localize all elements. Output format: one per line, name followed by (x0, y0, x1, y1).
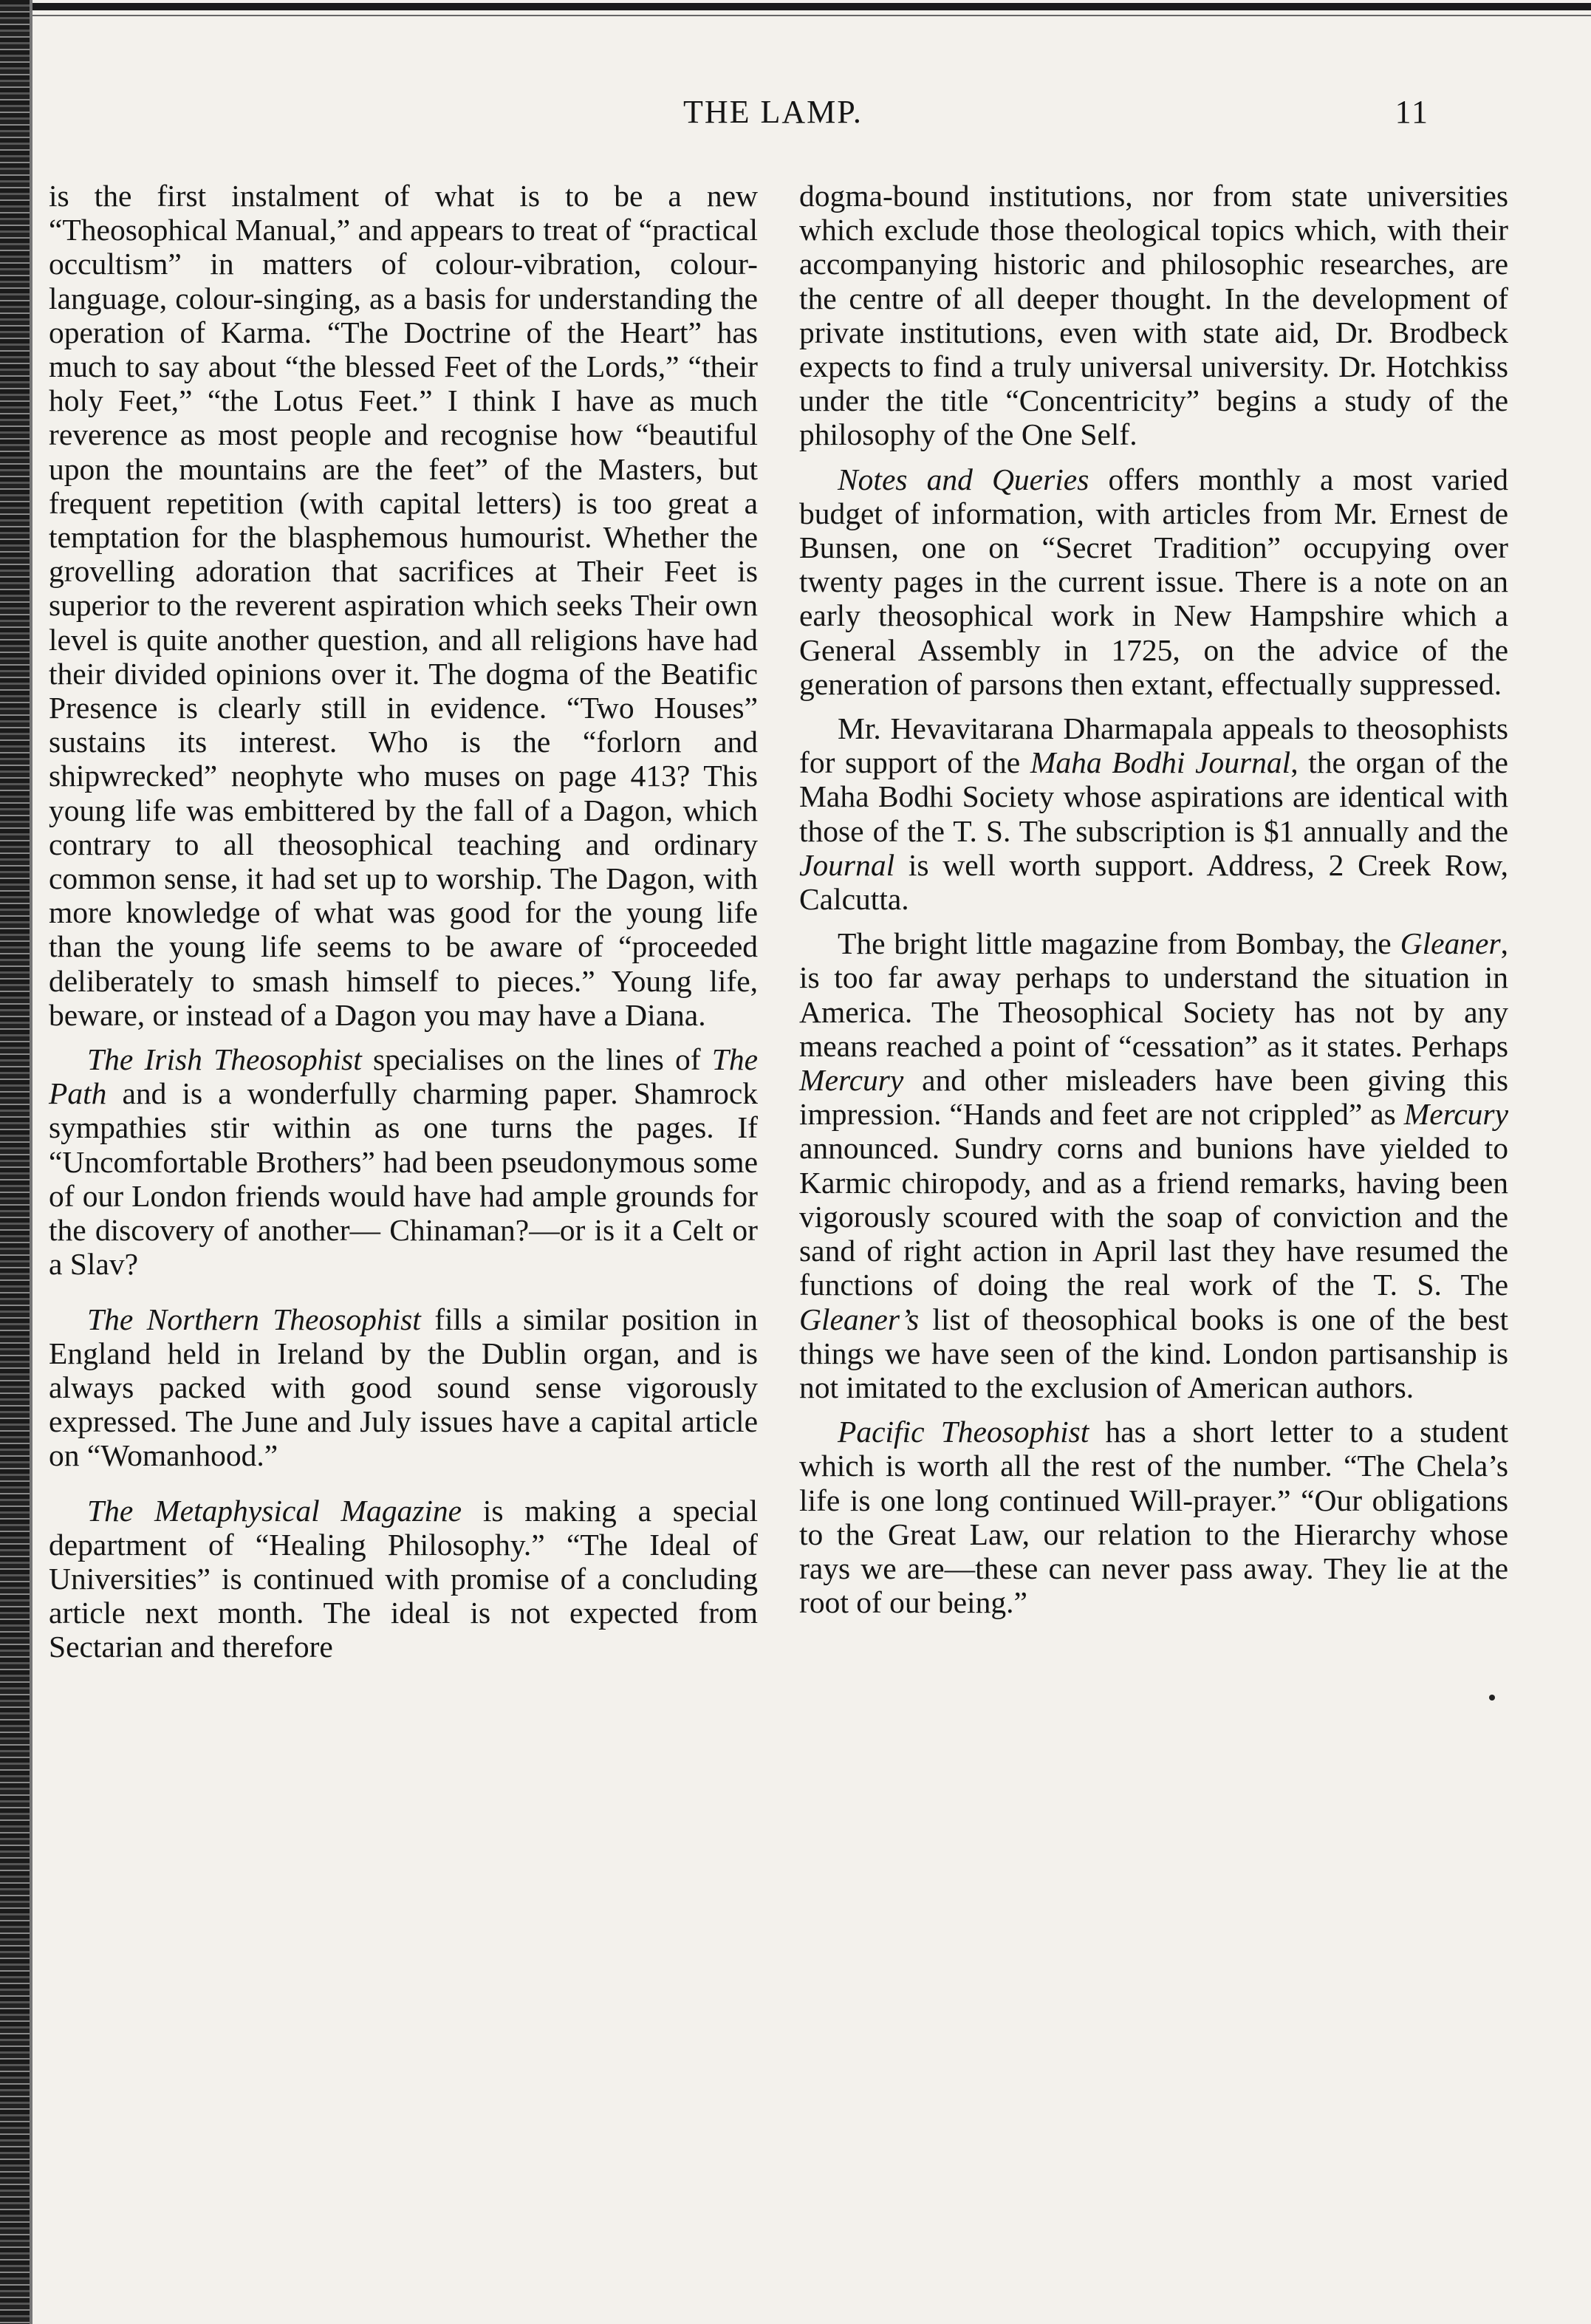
paragraph-irish-theosophist: The Irish Theosophist specialises on the lines of The Path and is a wonderfully charming paper. Shamrock sympathies stir within as one turns the pages. If “Uncomfortable Brothers” had been pseudonymous some of our London friends would have had ample grounds for the discovery of another— Chinaman?—or is it a Celt or a Slav? (49, 1042, 758, 1282)
paragraph-continued: is the first instalment of what is to be a new “Theosophical Manual,” and appears to treat of “practical occultism” in matters of colour-vibration, colour-language, colour-singing, as a basis for understanding the operation of Karma. “The Doctrine of the Heart” has much to say about “the blessed Feet of the Lords,” “their holy Feet,” “the Lotus Feet.” I think I have as much reverence as most people and recognise how “beautiful upon the mountains are the feet” of the Masters, but frequent repetition (with capital letters) is too great a temptation for the blasphemous humourist. Whether the grovelling adoration that sacrifices at Their Feet is superior to the reverent aspiration which seeks Their own level is quite another question, and all religions have had their divided opinions over it. The dogma of the Beatific Presence is clearly still in evidence. “Two Houses” sustains its interest. Who is the “forlorn and shipwrecked” neophyte who muses on page 413? This young life was embittered by the fall of a Dagon, which contrary to all theosophical teaching and ordinary common sense, it had set up to worship. The Dagon, with more knowledge of what was good for the young life than the young life seems to be aware of “proceeded deliberately to smash himself to pieces.” Young life, beware, or instead of a Dagon you may have a Diana. (49, 179, 758, 1032)
page-number: 11 (1395, 94, 1429, 130)
paragraph-northern-theosophist: The Northern Theosophist fills a similar position in England held in Ireland by the Dublin organ, and is always packed with good sound sense vigorously expressed. The June and July issues have a capital article on “Womanhood.” (49, 1302, 758, 1473)
title-notes-and-queries: Notes and Queries (838, 462, 1089, 496)
title-mercury: Mercury (799, 1063, 904, 1098)
title-journal: Journal (799, 847, 895, 882)
paragraph-maha-bodhi: Mr. Hevavitarana Dharmapala appeals to theosophists for support of the Maha Bodhi Journal, the organ of the Maha Bodhi Society whose aspirations are identical with those of the T. S. The subscription is $1 annually and the Journal is well worth support. Address, 2 Creek Row, Calcutta. (799, 711, 1508, 917)
left-column (49, 179, 758, 1664)
paragraph-universities: dogma-bound institutions, nor from state universities which exclude those theological topics which, with their accompanying historic and philosophic researches, are the centre of all deeper thought. In the development of private institutions, even with state aid, Dr. Brodbeck expects to find a truly universal university. Dr. Hotchkiss under the title “Concentricity” begins a study of the philosophy of the One Self. (799, 179, 1508, 452)
top-rule (0, 3, 1591, 10)
title-northern-theosophist: The Northern Theosophist (87, 1302, 421, 1336)
margin-dot (1489, 1695, 1495, 1701)
page-binding-shadow (30, 0, 32, 2324)
paragraph-gleaner: The bright little magazine from Bombay, the Gleaner, is too far away perhaps to understand the situation in America. The Theosophical Society has not by any means reached a point of “cessation” as it states. Perhaps Mercury and other misleaders have been giving this impression. “Hands and feet are not crippled” as Mercury announced. Sundry corns and bunions have yielded to Karmic chiropody, and as a friend remarks, having been vigorously scoured with the soap of conviction and the sand of right action in April last they have resumed the functions of doing the real work of the T. S. The Gleaner’s list of theosophical books is one of the best things we have seen of the kind. London partisanship is not imitated to the exclusion of American authors. (799, 926, 1508, 1404)
paragraph-metaphysical-magazine: The Metaphysical Magazine is making a special department of “Healing Philosophy.” “The Ideal of Universities” is continued with promise of a concluding article next month. The ideal is not expected from Sectarian and therefore (49, 1493, 758, 1664)
title-maha-bodhi-journal: Maha Bodhi Journal (1030, 745, 1291, 780)
journal-title: THE LAMP. (683, 94, 863, 130)
title-irish-theosophist: The Irish Theosophist (87, 1042, 362, 1077)
running-header (683, 93, 1429, 137)
title-gleaner: Gleaner (1400, 926, 1501, 961)
right-column (799, 179, 1508, 1619)
title-mercury-2: Mercury (1403, 1097, 1508, 1132)
top-rule-thin (0, 15, 1591, 16)
paragraph-pacific-theosophist: Pacific Theosophist has a short letter to a student which is worth all the rest of the number. “The Chela’s life is one long continued Will-prayer.” “Our obligations to the Great Law, our relation to the Hierarchy whose rays we are—these can never pass away. They lie at the root of our being.” (799, 1415, 1509, 1620)
paragraph-notes-and-queries: Notes and Queries offers monthly a most varied budget of information, with articles from Mr. Ernest de Bunsen, one on “Secret Tradition” occupying over twenty pages in the current issue. There is a note on an early theosophical work in New Hampshire which a General Assembly in 1725, on the advice of the generation of parsons then extant, effectually suppressed. (799, 462, 1508, 701)
title-gleaners: Gleaner’s (799, 1302, 920, 1336)
title-pacific-theosophist: Pacific Theosophist (838, 1415, 1089, 1449)
title-metaphysical-magazine: The Metaphysical Magazine (87, 1493, 462, 1528)
page-binding-edge (0, 0, 30, 2324)
title-the-path: The Path (49, 1042, 758, 1111)
